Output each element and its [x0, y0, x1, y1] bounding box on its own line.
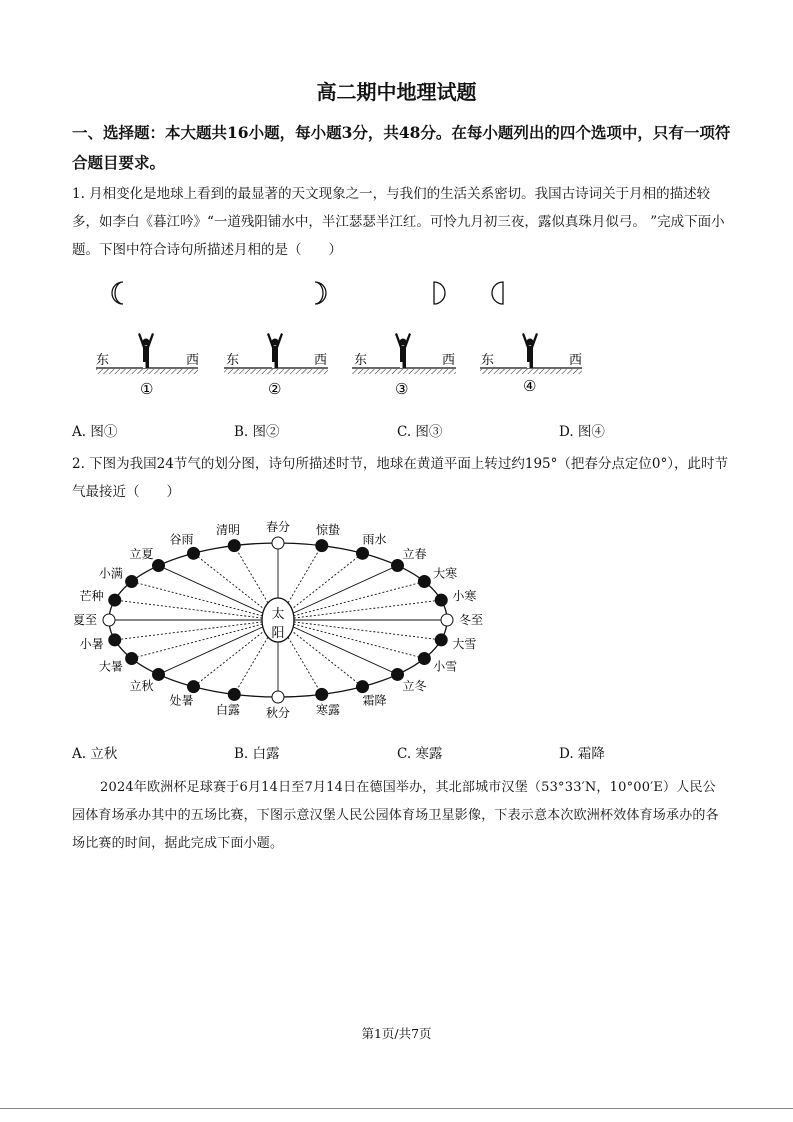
earth-position-dot	[418, 653, 430, 665]
earth-position-dot	[316, 688, 328, 700]
solar-term-label: 小寒	[452, 588, 477, 603]
figure-number-4: ④	[523, 377, 537, 395]
solar-term-label: 处暑	[169, 693, 194, 708]
figure-panel-1	[96, 333, 199, 398]
moon-icon-2	[315, 282, 326, 304]
orbit-radius-line	[278, 566, 398, 620]
q2-option-a[interactable]: A. 立秋	[72, 746, 118, 762]
moon-icon-4	[492, 282, 503, 304]
earth-position-dot	[357, 681, 369, 693]
earth-position-dot	[109, 634, 121, 646]
orbit-radius-line	[132, 620, 278, 659]
earth-position-dot	[228, 540, 240, 552]
solar-term-label: 大雪	[452, 637, 477, 652]
earth-position-dot	[357, 547, 369, 559]
solar-term-label: 立冬	[402, 678, 427, 693]
q2-option-b[interactable]: B. 白露	[234, 746, 280, 762]
figure-number-2: ②	[268, 380, 282, 398]
earth-position-dot	[418, 576, 430, 588]
west-label-3: 西	[442, 353, 456, 368]
figure-panel-4	[480, 333, 582, 395]
solar-term-label: 谷雨	[169, 532, 194, 547]
solar-term-label: 芒种	[79, 588, 104, 603]
q1-option-a[interactable]: A. 图①	[72, 424, 118, 440]
east-label-1: 东	[96, 353, 110, 368]
orbit-radius-line	[278, 582, 424, 621]
solar-term-label: 大寒	[433, 566, 458, 581]
earth-position-hollow	[103, 614, 115, 626]
solar-term-label: 春分	[265, 520, 291, 534]
moon-icon-3	[434, 282, 445, 304]
solar-term-label: 立春	[402, 547, 427, 562]
solar-term-label: 立夏	[129, 547, 154, 562]
solar-term-label: 冬至	[458, 613, 484, 627]
section-header: 一、选择题：本大题共16小题，每小题3分，共48分。在每小题列出的四个选项中，只有一项符合题目要求。	[72, 123, 731, 172]
q1-option-c[interactable]: C. 图③	[397, 424, 443, 440]
earth-position-dot	[392, 560, 404, 572]
q2-option-c[interactable]: C. 寒露	[397, 746, 443, 762]
page-bottom-divider	[0, 1108, 793, 1109]
sun-label-top: 太	[271, 607, 285, 622]
solar-terms-diagram	[70, 508, 510, 734]
orbit-radius-line	[132, 582, 278, 621]
east-label-2: 东	[226, 353, 240, 368]
earth-position-dot	[152, 668, 164, 680]
sun-label-bottom: 阳	[271, 626, 285, 641]
earth-position-dot	[316, 540, 328, 552]
orbit-radius-line	[115, 600, 278, 620]
solar-term-label: 夏至	[72, 613, 98, 627]
figure-number-3: ③	[395, 380, 409, 398]
q1-option-d[interactable]: D. 图④	[559, 424, 605, 440]
solar-term-label: 立秋	[129, 678, 154, 693]
solar-term-label: 白露	[216, 702, 241, 717]
earth-position-dot	[152, 560, 164, 572]
figure-panel-2	[224, 333, 328, 398]
earth-position-dot	[228, 688, 240, 700]
solar-term-label: 惊蛰	[315, 523, 340, 538]
earth-position-hollow	[272, 691, 284, 703]
orbit-radius-line	[278, 620, 424, 659]
page-title: 高二期中地理试题	[316, 80, 477, 104]
west-label-1: 西	[186, 353, 200, 368]
earth-position-dot	[109, 594, 121, 606]
solar-term-label: 小暑	[79, 637, 104, 652]
solar-term-label: 清明	[216, 523, 241, 538]
west-label-2: 西	[314, 353, 328, 368]
orbit-radius-line	[158, 566, 278, 620]
earth-position-dot	[188, 681, 200, 693]
q1-option-b[interactable]: B. 图②	[234, 424, 280, 440]
east-label-4: 东	[481, 353, 495, 368]
q2-option-d[interactable]: D. 霜降	[559, 746, 605, 762]
solar-term-label: 霜降	[362, 693, 387, 708]
moon-phase-figure	[90, 274, 610, 402]
orbit-radius-line	[278, 620, 441, 640]
orbit-radius-line	[278, 620, 398, 674]
figure-number-1: ①	[140, 380, 154, 398]
solar-term-label: 秋分	[265, 706, 291, 720]
solar-term-label: 雨水	[362, 532, 387, 547]
orbit-radius-line	[115, 620, 278, 640]
earth-position-dot	[435, 634, 447, 646]
sun-icon	[262, 598, 294, 642]
orbit-radius-line	[158, 620, 278, 674]
orbit-radius-line	[278, 600, 441, 620]
figure-panel-3	[352, 333, 456, 398]
west-label-4: 西	[569, 353, 583, 368]
solar-term-label: 小雪	[433, 659, 458, 674]
earth-position-hollow	[272, 537, 284, 549]
earth-position-dot	[435, 594, 447, 606]
material-paragraph: 2024年欧洲杯足球赛于6月14日至7月14日在德国举办，其北部城市汉堡（53°33′N，10°00′E）人民公园体育场承办其中的五场比赛，下图示意汉堡人民公园体育场卫星影像，下表示意本次欧洲杯效体育场承办的各场比赛的时间，据此完成下面小题。	[72, 780, 719, 851]
solar-term-label: 小满	[98, 566, 123, 581]
page-footer: 第1页/共7页	[361, 1026, 432, 1041]
earth-position-dot	[188, 547, 200, 559]
solar-term-label: 大暑	[98, 659, 123, 674]
earth-position-dot	[126, 576, 138, 588]
moon-icon-1	[112, 282, 123, 304]
earth-position-dot	[126, 653, 138, 665]
east-label-3: 东	[354, 353, 368, 368]
earth-position-hollow	[441, 614, 453, 626]
question-2-text: 2. 下图为我国24节气的划分图，诗句所描述时节，地球在黄道平面上转过约195°（把春分点定位0°），此时节气最接近（ ）	[72, 456, 728, 500]
solar-term-label: 寒露	[315, 702, 340, 717]
question-1-text: 1. 月相变化是地球上看到的最显著的天文现象之一，与我们的生活关系密切。我国古诗词关于月相的描述较多，如李白《暮江吟》“一道残阳铺水中，半江瑟瑟半江红。可怜九月初三夜，露似真珠月似弓。 ”完成下面小题。下图中符合诗句所描述月相的是（ ）	[72, 186, 725, 258]
